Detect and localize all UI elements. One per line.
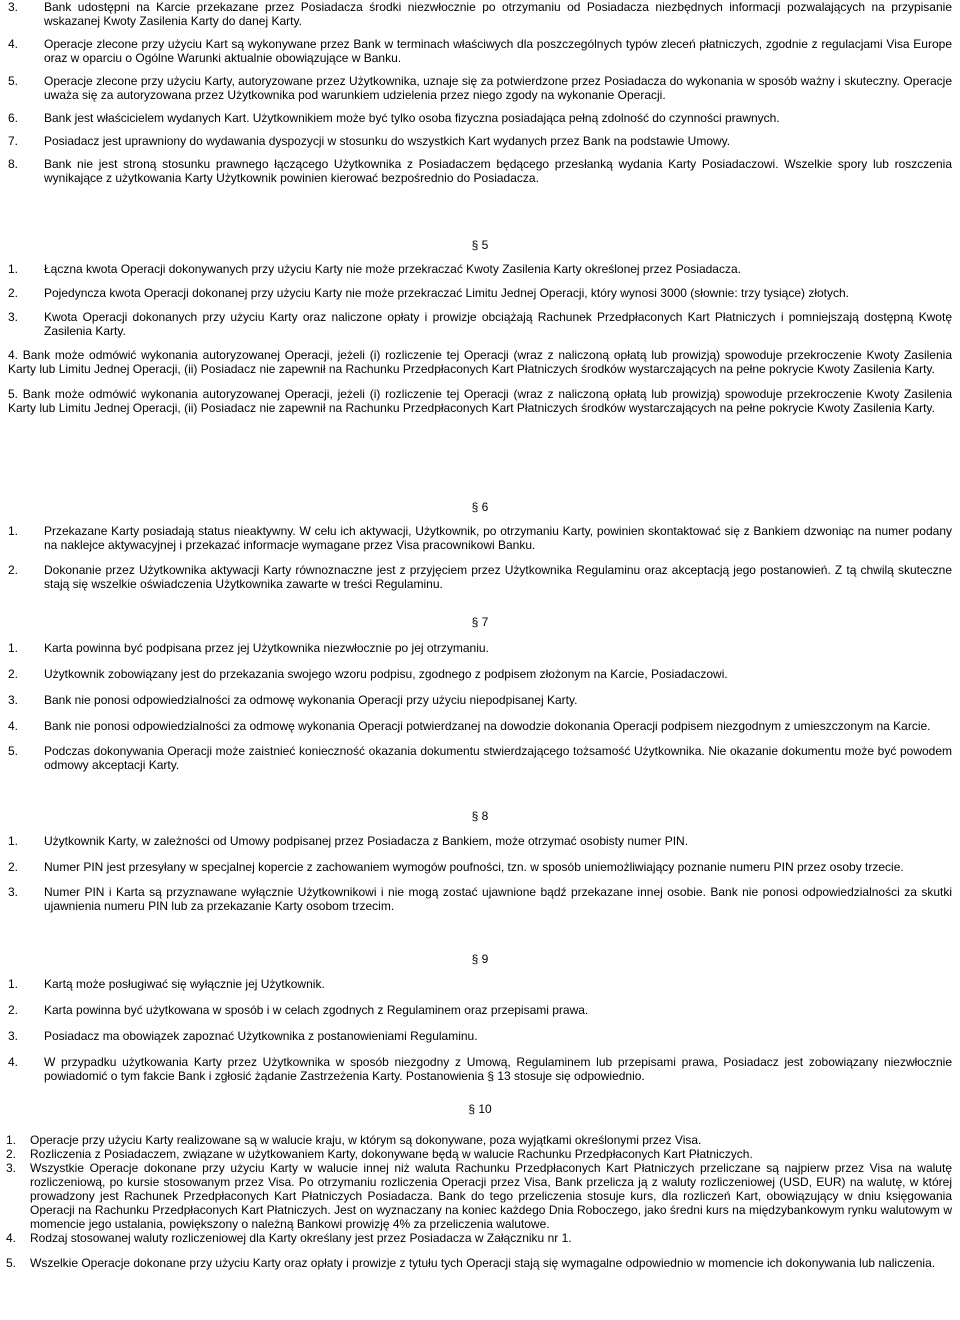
item-text: Numer PIN i Karta są przyznawane wyłącznie Użytkownikowi i nie mogą zostać ujawnione bądź przekazane innej osobie. Bank nie ponosi odpowiedzialności za skutki ujawnienia numeru PIN lub za przekazanie Karty osobom trzecim. xyxy=(44,885,952,913)
item-number: 3. xyxy=(8,885,19,899)
list-item xyxy=(6,1231,952,1245)
list-item xyxy=(6,1133,952,1147)
item-text: Kartą może posługiwać się wyłącznie jej Użytkownik. xyxy=(44,977,325,991)
item-text: W przypadku użytkowania Karty przez Użytkownika w sposób niezgodny z Umową, Regulaminem lub przepisami prawa, Posiadacz jest zobowiązany niezwłocznie powiadomić o tym fakcie Bank i zgłosić żądanie Zastrzeżenia Karty. Postanowienia § 13 stosuje się odpowiednio. xyxy=(44,1055,952,1083)
item-text: Posiadacz jest uprawniony do wydawania dyspozycji w stosunku do wszystkich Kart wydanych przez Bank na podstawie Umowy. xyxy=(44,134,731,148)
item-text: Posiadacz ma obowiązek zapoznać Użytkownika z postanowieniami Regulaminu. xyxy=(44,1029,478,1043)
item-number: 5. xyxy=(8,74,19,88)
list-item xyxy=(8,744,952,772)
item-number: 2. xyxy=(8,667,19,681)
item-text: Karta powinna być użytkowana w sposób i w celach zgodnych z Regulaminem oraz przepisami prawa. xyxy=(44,1003,589,1017)
item-number: 2. xyxy=(8,1003,19,1017)
item-text: Bank nie jest stroną stosunku prawnego łączącego Użytkownika z Posiadaczem będącego przesłanką wydania Karty Posiadaczowi. Wszelkie spory lub roszczenia wynikające z użytkowania Karty Użytkownik powinien kierować bezpośrednio do Posiadacza. xyxy=(44,157,952,185)
item-text: Karta powinna być podpisana przez jej Użytkownika niezwłocznie po jej otrzymaniu. xyxy=(44,641,489,655)
item-text: Przekazane Karty posiadają status nieaktywny. W celu ich aktywacji, Użytkownik, po otrzymaniu Karty, powinien skontaktować się z Bankiem dzwoniąc na numer podany na naklejce aktywacyjnej i przekazać informacje wymagane przez Visa pracownikowi Banku. xyxy=(44,524,952,552)
item-number: 3. xyxy=(8,1029,19,1043)
list-item xyxy=(8,1003,952,1017)
item-number: 3. xyxy=(8,693,19,707)
list-item xyxy=(8,74,952,102)
list-item xyxy=(8,834,952,848)
item-text: Łączna kwota Operacji dokonywanych przy użyciu Karty nie może przekraczać Kwoty Zasilenia Karty określonej przez Posiadacza. xyxy=(44,262,741,276)
section-heading: § 10 xyxy=(468,1102,492,1116)
section-8 xyxy=(8,834,952,923)
section-heading: § 8 xyxy=(471,809,489,823)
item-text: Pojedyncza kwota Operacji dokonanej przy użyciu Karty nie może przekraczać Limitu Jednej Operacji, który wynosi 3000 (słownie: trzy tysiące) złotych. xyxy=(44,286,850,300)
item-text: Użytkownik zobowiązany jest do przekazania swojego wzoru podpisu, zgodnego z podpisem złożonym na Karcie, Posiadaczowi. xyxy=(44,667,728,681)
list-item xyxy=(8,693,952,707)
item-number: 3. xyxy=(8,0,19,14)
list-item xyxy=(8,885,952,913)
item-number: 5. xyxy=(8,744,19,758)
item-text: Operacje zlecone przy użyciu Kart są wykonywane przez Bank w terminach właściwych dla poszczególnych typów zleceń płatniczych, zgodnie z regulacjami Visa Europe oraz w oparciu o Ogólne Warunki aktualnie obowiązujące w Banku. xyxy=(44,37,952,65)
item-number: 1. xyxy=(8,641,19,655)
item-number: 2. xyxy=(8,563,19,577)
list-item xyxy=(8,977,952,991)
item-text: Dokonanie przez Użytkownika aktywacji Karty równoznaczne jest z przyjęciem przez Użytkownika Regulaminu oraz akceptacją jego postanowień. Z tą chwilą skuteczne stają się wszelkie oświadczenia Użytkownika zawarte w treści Regulaminu. xyxy=(44,563,952,591)
list-item xyxy=(8,719,952,733)
item-number: 1. xyxy=(8,524,19,538)
section-7 xyxy=(8,641,952,782)
section-intro xyxy=(8,0,952,195)
item-number: 7. xyxy=(8,134,19,148)
item-text: Operacje przy użyciu Karty realizowane są w walucie kraju, w którym są dokonywane, poza wyjątkami określonymi przez Visa. xyxy=(30,1133,702,1147)
item-text: Rozliczenia z Posiadaczem, związane w użytkowaniem Karty, dokonywane będą w walucie Rachunku Przedpłaconych Kart Płatniczych. xyxy=(30,1147,753,1161)
list-item xyxy=(8,1029,952,1043)
item-number: 2. xyxy=(6,1147,17,1161)
item-number: 4. xyxy=(8,719,19,733)
section-6 xyxy=(8,524,952,601)
list-item xyxy=(8,262,952,276)
list-item xyxy=(8,1055,952,1083)
paragraph: 5. Bank może odmówić wykonania autoryzowanej Operacji, jeżeli (i) rozliczenie tej Operacji (wraz z naliczoną opłatą lub prowizją) spowoduje przekroczenie Kwoty Zasilenia Karty lub Limitu Jednej Operacji, (ii) Posiadacz nie zapewnił na Rachunku Przedpłaconych Kart Płatniczych środków wystarczających na pełne pokrycie Kwoty Zasilenia Karty. xyxy=(8,387,952,415)
item-text: Bank nie ponosi odpowiedzialności za odmowę wykonania Operacji przy użyciu niepodpisanej Karty. xyxy=(44,693,578,707)
list-item xyxy=(6,1147,952,1161)
list-item xyxy=(6,1256,952,1270)
item-text: Numer PIN jest przesyłany w specjalnej kopercie z zachowaniem wymogów poufności, tzn. w sposób uniemożliwiający poznanie numeru PIN przez osoby trzecie. xyxy=(44,860,904,874)
paragraph: 4. Bank może odmówić wykonania autoryzowanej Operacji, jeżeli (i) rozliczenie tej Operacji (wraz z naliczoną opłatą lub prowizją) spowoduje przekroczenie Kwoty Zasilenia Karty lub Limitu Jednej Operacji, (ii) Posiadacz nie zapewnił na Rachunku Przedpłaconych Kart Płatniczych środków wystarczających na pełne pokrycie Kwoty Zasilenia Karty. xyxy=(8,348,952,376)
item-number: 5. xyxy=(6,1256,17,1270)
section-heading: § 7 xyxy=(471,615,489,629)
list-item xyxy=(8,524,952,552)
item-number: 4. xyxy=(8,37,19,51)
item-text: Użytkownik Karty, w zależności od Umowy podpisanej przez Posiadacza z Bankiem, może otrzymać osobisty numer PIN. xyxy=(44,834,689,848)
item-number: 4. xyxy=(6,1231,17,1245)
section-heading: § 5 xyxy=(471,238,489,252)
item-text: Bank nie ponosi odpowiedzialności za odmowę wykonania Operacji potwierdzanej na dowodzie dokonania Operacji podpisem niezgodnym z umieszczonym na Karcie. xyxy=(44,719,931,733)
item-number: 8. xyxy=(8,157,19,171)
section-10 xyxy=(6,1133,952,1280)
section-9 xyxy=(8,977,952,1093)
item-text: Podczas dokonywania Operacji może zaistnieć konieczność okazania dokumentu stwierdzającego tożsamość Użytkownika. Nie okazanie dokumentu może być powodem odmowy akceptacji Karty. xyxy=(44,744,952,772)
item-text: Bank udostępni na Karcie przekazane przez Posiadacza środki niezwłocznie po otrzymaniu od Posiadacza niezbędnych informacji pozwalających na przypisanie wskazanej Kwoty Zasilenia Karty do danej Karty. xyxy=(44,0,952,28)
item-text: Rodzaj stosowanej waluty rozliczeniowej dla Karty określany jest przez Posiadacza w Załączniku nr 1. xyxy=(30,1231,572,1245)
item-text: Operacje zlecone przy użyciu Karty, autoryzowane przez Użytkownika, uznaje się za potwierdzone przez Posiadacza do wykonania w sposób ważny i skuteczny. Operacje uważa się za autoryzowana przez Użytkownika pod warunkiem udzielenia przez niego zgody na wykonanie Operacji. xyxy=(44,74,952,102)
item-number: 1. xyxy=(8,977,19,991)
list-item xyxy=(8,563,952,591)
list-item xyxy=(8,286,952,300)
item-number: 3. xyxy=(6,1161,17,1175)
item-number: 1. xyxy=(8,262,19,276)
section-heading: § 6 xyxy=(471,500,489,514)
list-item xyxy=(8,134,952,148)
item-number: 1. xyxy=(8,834,19,848)
item-number: 2. xyxy=(8,860,19,874)
item-text: Kwota Operacji dokonanych przy użyciu Karty oraz naliczone opłaty i prowizje obciążają Rachunek Przedpłaconych Kart Płatniczych i pomniejszają dostępną Kwotę Zasilenia Karty. xyxy=(44,310,952,338)
item-text: Bank jest właścicielem wydanych Kart. Użytkownikiem może być tylko osoba fizyczna posiadająca pełną zdolność do czynności prawnych. xyxy=(44,111,780,125)
list-item xyxy=(8,667,952,681)
list-item xyxy=(8,860,952,874)
list-item xyxy=(6,1161,952,1231)
item-number: 4. xyxy=(8,1055,19,1069)
item-number: 6. xyxy=(8,111,19,125)
item-number: 1. xyxy=(6,1133,17,1147)
list-item xyxy=(8,0,952,28)
item-text: Wszystkie Operacje dokonane przy użyciu Karty w walucie innej niż waluta Rachunku Przedpłaconych Kart Płatniczych przeliczane są najpierw przez Visa na walutę rozliczeniową, po kursie stosowanym przez Visa. Po otrzymaniu rozliczenia Operacji przez Visa, Bank przelicza ją z waluty rozliczeniowej (USD, EUR) na walutę, w której prowadzony jest Rachunek Przedpłaconych Kart Płatniczych Posiadacza. Bank do tego przeliczenia stosuje kurs, dla rozliczeń Kart, obowiązujący w dniu księgowania Operacji na Rachunku Przedpłaconych Kart Płatniczych. Jest on wyznaczany na koniec każdego Dnia Roboczego, jako średni kurs na międzybankowym rynku walutowym w momencie jego ustalania, powiększony o należną Bankowi prowizję 4% za przeliczenia walutowe. xyxy=(30,1161,952,1231)
list-item xyxy=(8,641,952,655)
list-item xyxy=(8,157,952,185)
item-number: 2. xyxy=(8,286,19,300)
section-heading: § 9 xyxy=(471,952,489,966)
list-item xyxy=(8,37,952,65)
list-item xyxy=(8,310,952,338)
item-text: Wszelkie Operacje dokonane przy użyciu Karty oraz opłaty i prowizje z tytułu tych Operacji stają się wymagalne odpowiednio w momencie ich dokonywania lub naliczenia. xyxy=(30,1256,936,1270)
section-5 xyxy=(8,262,952,426)
list-item xyxy=(8,111,952,125)
item-number: 3. xyxy=(8,310,19,324)
